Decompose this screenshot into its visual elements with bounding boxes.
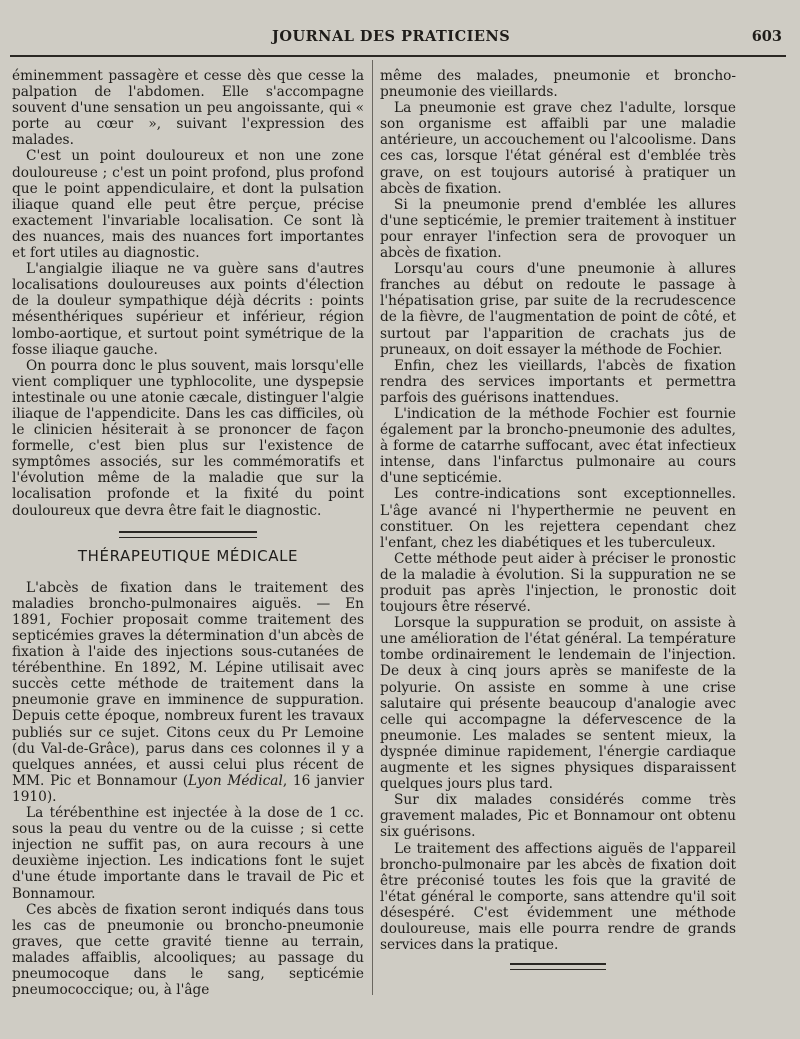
paragraph: Lorsqu'au cours d'une pneumonie à allures franches au début on redoute le passage à l'hépatisation grise, par suite de la recrudescence de la fièvre, de l'augmentation de point de côté, et surtout par l'apparition de crachats jus de pruneaux, on doit essayer la méthode de Fochier. [380, 261, 736, 358]
paragraph-text: , 16 janvier 1910). [12, 772, 364, 805]
paragraph-text: L'abcès de fixation dans le traitement des maladies broncho-pulmonaires aiguës. — En 1891, Fochier proposait comme traitement des septicémies graves la détermination d'un abcès de fixation à l'aide des injections sous-cutanées de térébenthine. En 1892, M. Lépine utilisait avec succès cette méthode de traitement dans la pneumonie grave en imminence de suppuration. Depuis cette époque, nombreux furent les travaux publiés sur ce sujet. Citons ceux du Pr Lemoine (du Val-de-Grâce), parus dans ces colonnes il y a quelques années, et aussi celui plus récent de MM. Pic et Bonnamour ( [12, 579, 364, 789]
paragraph: C'est un point douloureux et non une zone douloureuse ; c'est un point profond, plus profond que le point appendiculaire, et dont la pulsation iliaque quand elle peut être perçue, précise exactement l'invariable localisation. Ce sont là des nuances, mais des nuances fort importantes et fort utiles au diagnostic. [12, 148, 364, 262]
paragraph: La térébenthine est injectée à la dose de 1 cc. sous la peau du ventre ou de la cuisse ; si cette injection ne suffit pas, on aura recours à une deuxième injection. Les indications font le sujet d'une étude importante dans le travail de Pic et Bonnamour. [12, 805, 364, 902]
page-header [0, 28, 800, 48]
paragraph: Ces abcès de fixation seront indiqués dans tous les cas de pneumonie ou broncho-pneumonie graves, que cette gravité tienne au terrain, malades affaiblis, alcooliques; au passage du pneumocoque dans le sang, septicémie pneumococcique; ou, à l'âge [12, 901, 364, 999]
paragraph: Cette méthode peut aider à préciser le pronostic de la maladie à évolution. Si la suppuration ne se produit pas après l'injection, le pronostic doit toujours être réservé. [380, 550, 736, 616]
paragraph: L'angialgie iliaque ne va guère sans d'autres localisations douloureuses aux points d'élection de la douleur sympathique déjà décrits : points mésenthériques supérieur et inférieur, région lombo-aortique, et surtout point symétrique de la fosse iliaque gauche. [12, 261, 364, 358]
paragraph: La pneumonie est grave chez l'adulte, lorsque son organisme est affaibli par une maladie antérieure, un accouchement ou l'alcoolisme. Dans ces cas, lorsque l'état général est d'emblée très grave, on est toujours autorisé à pratiquer un abcès de fixation. [380, 100, 736, 197]
paragraph: Sur dix malades considérés comme très gravement malades, Pic et Bonnamour ont obtenu six guérisons. [380, 792, 736, 841]
paragraph [12, 580, 364, 805]
section-heading: THÉRAPEUTIQUE MÉDICALE [77, 546, 299, 565]
paragraph: même des malades, pneumonie et broncho-pneumonie des vieillards. [380, 68, 736, 101]
paragraph: Enfin, chez les vieillards, l'abcès de fixation rendra des services importants et permettra parfois des guérisons inattendues. [380, 357, 736, 406]
end-separator [510, 963, 606, 970]
paragraph: L'indication de la méthode Fochier est fournie également par la broncho-pneumonie des adultes, à forme de catarrhe suffocant, avec état infectieux intense, dans l'infarctus pulmonaire au cours d'une septicémie. [380, 405, 736, 487]
column-divider [372, 60, 373, 995]
paragraph: Lorsque la suppuration se produit, on assiste à une amélioration de l'état général. La température tombe ordinairement le lendemain de l'injection. De deux à cinq jours après se manifeste de la polyurie. On assiste en somme à une crise salutaire qui présente beaucoup d'analogie avec celle qui accompagne la défervescence de la pneumonie. Les malades se sentent mieux, la dyspnée diminue rapidement, l'énergie cardiaque augmente et les signes physiques disparaissent quelques jours plus tard. [380, 615, 736, 793]
journal-citation: Lyon Médical [188, 772, 283, 789]
header-rule [10, 55, 786, 57]
paragraph: Les contre-indications sont exceptionnelles. L'âge avancé ni l'hyperthermie ne peuvent en constituer. On les rejettera cependant chez l'enfant, chez les diabétiques et les tuberculeux. [380, 486, 736, 551]
paragraph: Si la pneumonie prend d'emblée les allures d'une septicémie, le premier traitement à instituer pour enrayer l'infection sera de provoquer un abcès de fixation. [380, 196, 736, 262]
paragraph: On pourra donc le plus souvent, mais lorsqu'elle vient compliquer une typhlocolite, une dyspepsie intestinale ou une atonie cæcale, distinguer l'algie iliaque de l'appendicite. Dans les cas difficiles, où le clinicien hésiterait à se prononcer de façon formelle, c'est bien plus sur l'existence de symptômes associés, sur les commémoratifs et l'évolution même de la maladie que sur la localisation profonde et la fixité du point douloureux que devra être fait le diagnostic. [12, 357, 364, 519]
left-column [12, 68, 364, 998]
right-column [380, 68, 736, 970]
paragraph: Le traitement des affections aiguës de l'appareil broncho-pulmonaire par les abcès de fixation doit être préconisé toutes les fois que la gravité de l'état général le comporte, sans attendre qu'il soit désespéré. C'est évidemment une méthode douloureuse, mais elle pourra rendre de grands services dans la pratique. [380, 840, 736, 954]
running-title: JOURNAL DES PRATICIENS [272, 28, 511, 45]
paragraph: éminemment passagère et cesse dès que cesse la palpation de l'abdomen. Elle s'accompagne souvent d'une sensation un peu angoissante, qui « porte au cœur », suivant l'expression des malades. [12, 68, 364, 149]
page-number: 603 [751, 28, 782, 45]
section-separator [119, 531, 257, 538]
